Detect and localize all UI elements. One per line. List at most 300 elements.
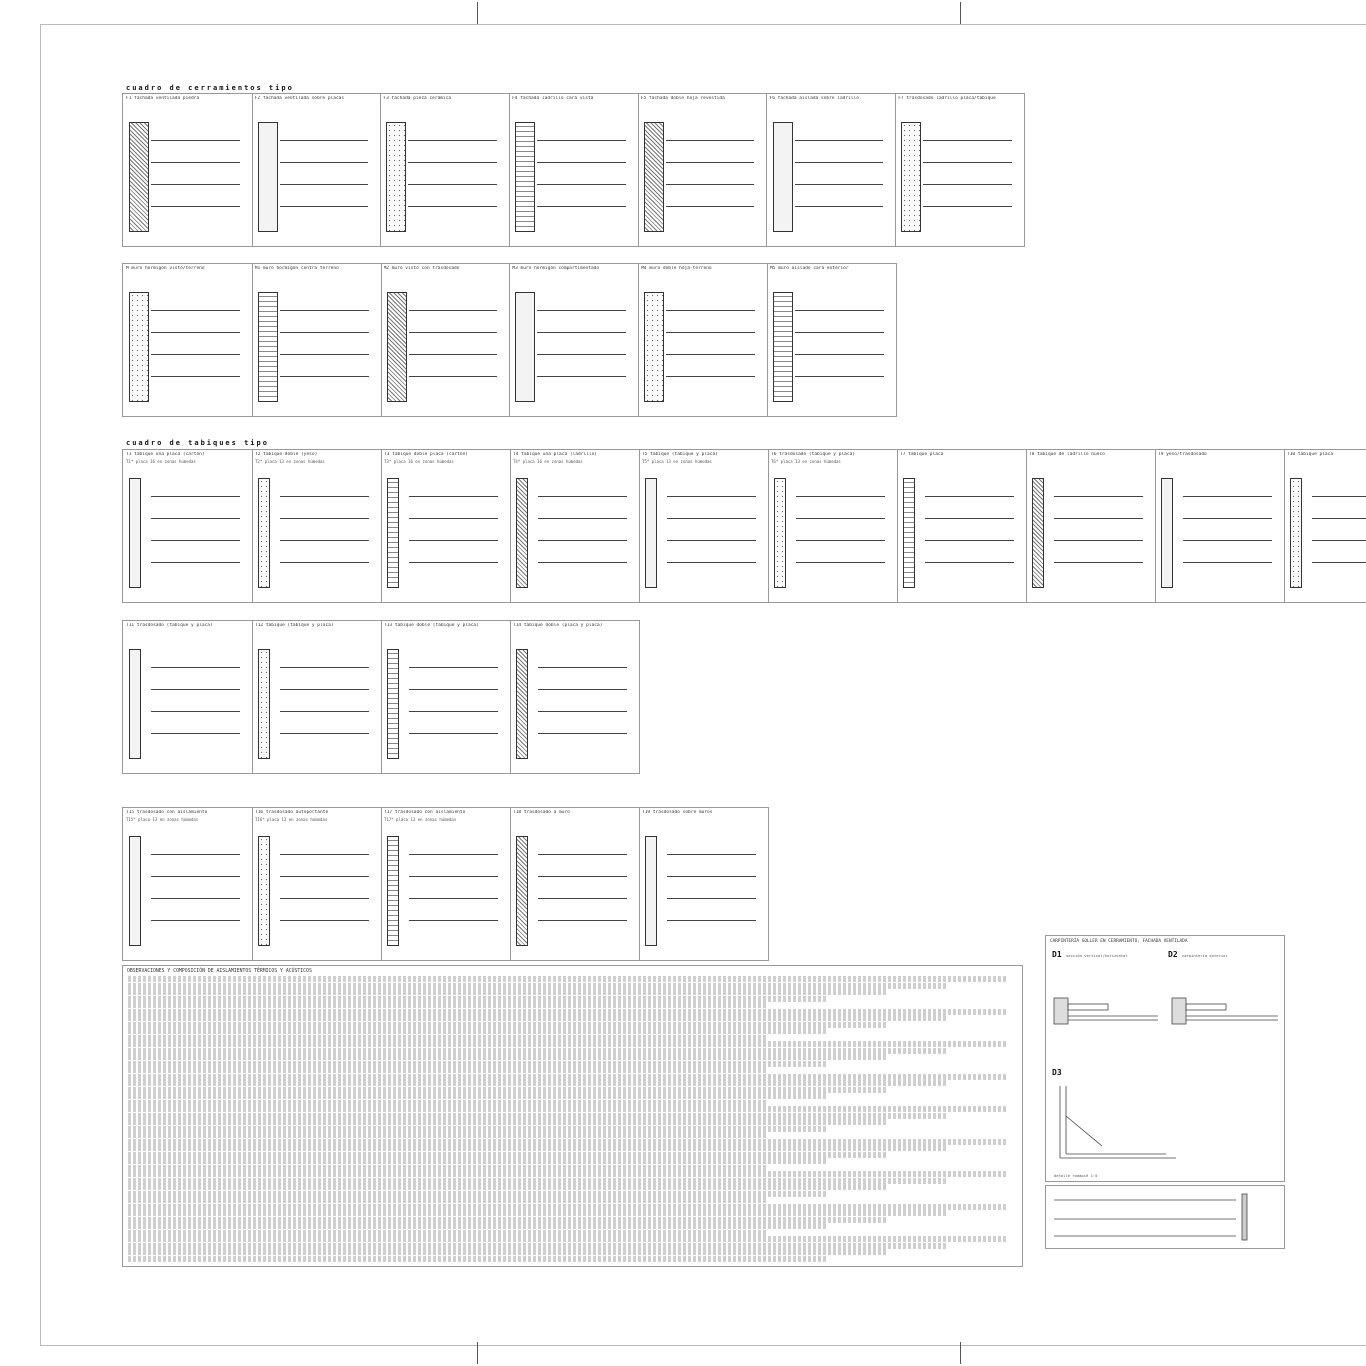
annotation-leader-line: [280, 206, 369, 207]
annotation-leader-line: [666, 184, 755, 185]
sheet-tick-mark: [960, 1342, 961, 1364]
annotation-leader-line: [538, 689, 627, 690]
wall-type-title: T18 trasdosado a muro: [513, 810, 570, 815]
detail-d2-label: D2: [1168, 950, 1178, 959]
notes-text-line: [123, 1113, 951, 1119]
wall-type-cell: [639, 808, 768, 960]
annotation-leader-line: [151, 162, 240, 163]
wall-section-hatch: [258, 292, 278, 402]
annotation-leader-line: [538, 854, 627, 855]
annotation-leader-line: [151, 667, 240, 668]
notes-text-line: [123, 1191, 831, 1197]
notes-text-line: [123, 1074, 1011, 1080]
wall-section-hatch: [774, 478, 786, 588]
notes-text-line: [123, 1217, 891, 1223]
annotation-leader-line: [408, 140, 497, 141]
annotation-leader-line: [151, 518, 240, 519]
annotation-leader-line: [409, 354, 498, 355]
annotation-leader-line: [925, 540, 1014, 541]
annotation-leader-line: [666, 162, 755, 163]
annotation-leader-line: [1312, 518, 1366, 519]
wall-section-hatch: [516, 649, 528, 759]
annotation-leader-line: [280, 854, 369, 855]
wall-type-cell: [381, 264, 511, 416]
annotation-leader-line: [280, 354, 369, 355]
notes-text-line: [123, 1126, 831, 1132]
notes-text-line: [123, 1152, 891, 1158]
annotation-leader-line: [280, 689, 369, 690]
annotation-leader-line: [151, 733, 240, 734]
annotation-leader-line: [667, 540, 756, 541]
wall-type-title: M2 muro visto con trasdosado: [383, 266, 460, 271]
annotation-leader-line: [409, 689, 498, 690]
annotation-leader-line: [409, 733, 498, 734]
annotation-leader-line: [537, 206, 626, 207]
wall-type-title: T15 trasdosado con aislamiento: [126, 810, 208, 815]
annotation-leader-line: [538, 733, 627, 734]
detail-footer: detalle rodapié 1:5: [1054, 1173, 1098, 1178]
annotation-leader-line: [151, 354, 240, 355]
notes-text-line: [123, 1178, 951, 1184]
annotation-leader-line: [280, 496, 369, 497]
annotation-leader-line: [151, 540, 240, 541]
wall-section-hatch: [387, 292, 407, 402]
wall-type-title: T16 trasdosado autoportante: [255, 810, 329, 815]
notes-text-line: [123, 1223, 831, 1229]
annotation-leader-line: [925, 518, 1014, 519]
annotation-leader-line: [667, 876, 756, 877]
wall-type-title: T4 tabique una placa (ladrillo): [513, 452, 597, 457]
annotation-leader-line: [280, 733, 369, 734]
notes-text-line: [123, 1093, 831, 1099]
annotation-leader-line: [408, 206, 497, 207]
annotation-leader-line: [1183, 496, 1272, 497]
notes-text-line: [123, 996, 831, 1002]
wall-type-subtitle: T17* placa 13 en zonas húmedas: [384, 817, 457, 822]
wall-type-title: T5 tabique (tabique y placa): [642, 452, 718, 457]
annotation-leader-line: [795, 310, 884, 311]
wall-type-title: T12 tabique (tabique y placa): [255, 623, 334, 628]
wall-section-hatch: [387, 836, 399, 946]
annotation-leader-line: [151, 854, 240, 855]
annotation-leader-line: [537, 332, 626, 333]
wall-type-title: F1 fachada ventilada piedra: [126, 96, 200, 101]
annotation-leader-line: [409, 496, 498, 497]
annotation-leader-line: [280, 162, 369, 163]
tabiques-row-3: [122, 807, 769, 961]
annotation-leader-line: [151, 876, 240, 877]
annotation-leader-line: [409, 667, 498, 668]
wall-section-hatch: [515, 122, 535, 232]
annotation-leader-line: [538, 667, 627, 668]
wall-type-cell: [510, 808, 640, 960]
annotation-leader-line: [538, 518, 627, 519]
wall-type-cell: [381, 808, 511, 960]
rodapie-detail-box: [1045, 1185, 1285, 1249]
annotation-leader-line: [795, 140, 884, 141]
wall-section-hatch: [903, 478, 915, 588]
annotation-leader-line: [667, 898, 756, 899]
notes-text-line: [123, 1249, 891, 1255]
wall-type-title: M1 muro hormigón contra terreno: [254, 266, 339, 271]
notes-text-line: [123, 1165, 771, 1171]
annotation-leader-line: [409, 898, 498, 899]
wall-type-cell: [895, 94, 1024, 246]
wall-type-title: T8 tabique de ladrillo hueco: [1029, 452, 1105, 457]
annotation-leader-line: [667, 496, 756, 497]
notes-text-line: [123, 1204, 1011, 1210]
notes-text-line: [123, 1139, 1011, 1145]
annotation-leader-line: [538, 496, 627, 497]
notes-text-line: [123, 1158, 831, 1164]
wall-section-hatch: [773, 292, 793, 402]
wall-type-subtitle: T2* placa 13 en zonas húmedas: [255, 459, 325, 464]
wall-type-cell: [123, 621, 253, 773]
wall-type-cell: [252, 94, 382, 246]
wall-type-title: T7 tabique placa: [900, 452, 944, 457]
annotation-leader-line: [280, 332, 369, 333]
notes-text-line: [123, 1035, 771, 1041]
wall-section-hatch: [1161, 478, 1173, 588]
wall-section-hatch: [516, 478, 528, 588]
annotation-leader-line: [1312, 562, 1366, 563]
annotation-leader-line: [151, 206, 240, 207]
wall-type-cell: [510, 450, 640, 602]
wall-type-cell: [380, 94, 510, 246]
annotation-leader-line: [151, 332, 240, 333]
annotation-leader-line: [280, 310, 369, 311]
annotation-leader-line: [151, 184, 240, 185]
wall-type-subtitle: T16* placa 13 en zonas húmedas: [255, 817, 328, 822]
wall-section-hatch: [644, 292, 664, 402]
wall-type-subtitle: T5* placa 13 en zonas húmedas: [642, 459, 712, 464]
annotation-leader-line: [280, 140, 369, 141]
sheet-tick-mark: [960, 2, 961, 24]
wall-type-cell: [381, 621, 511, 773]
wall-type-title: M muro hormigón visto/terreno: [126, 266, 205, 271]
wall-type-title: T14 tabique doble (placa y placa): [513, 623, 603, 628]
notes-text-line: [123, 1009, 1011, 1015]
notes-text-line: [123, 1087, 891, 1093]
wall-type-title: M5 muro aislado cara exterior: [770, 266, 849, 271]
notes-text-line: [123, 1197, 771, 1203]
annotation-leader-line: [280, 920, 369, 921]
annotation-leader-line: [1183, 540, 1272, 541]
notes-text-line: [123, 1100, 771, 1106]
annotation-leader-line: [1054, 518, 1143, 519]
annotation-leader-line: [796, 562, 885, 563]
notes-text-line: [123, 1236, 1011, 1242]
wall-type-subtitle: T1* placa 16 en zonas húmedas: [126, 459, 196, 464]
wall-type-cell: [123, 94, 253, 246]
wall-section-hatch: [1290, 478, 1302, 588]
annotation-leader-line: [280, 876, 369, 877]
annotation-leader-line: [408, 162, 497, 163]
wall-section-hatch: [258, 478, 270, 588]
wall-type-cell: [252, 621, 382, 773]
notes-text-line: [123, 1048, 951, 1054]
annotation-leader-line: [537, 140, 626, 141]
notes-text-line: [123, 1015, 951, 1021]
wall-type-cell: [767, 94, 897, 246]
wall-type-title: F3 fachada pieza cerámica: [383, 96, 452, 101]
annotation-leader-line: [409, 711, 498, 712]
detail-d1-label: D1: [1052, 950, 1062, 959]
wall-type-cell: [252, 450, 382, 602]
wall-type-title: T1 tabique una placa (cartón): [126, 452, 205, 457]
wall-type-cell: [639, 450, 769, 602]
wall-type-title: M3 muro hormigón compartimentado: [512, 266, 600, 271]
wall-section-hatch: [644, 122, 664, 232]
wall-type-title: T2 tabique doble (yeso): [255, 452, 318, 457]
annotation-leader-line: [796, 518, 885, 519]
wall-section-hatch: [387, 649, 399, 759]
annotation-leader-line: [409, 854, 498, 855]
wall-type-title: T19 trasdosado sobre muros: [642, 810, 713, 815]
detail-d1-caption: sección vertical/horizontal: [1066, 953, 1128, 958]
wall-section-hatch: [129, 292, 149, 402]
annotation-leader-line: [667, 854, 756, 855]
annotation-leader-line: [923, 184, 1012, 185]
annotation-leader-line: [409, 562, 498, 563]
annotation-leader-line: [151, 920, 240, 921]
annotation-leader-line: [409, 310, 498, 311]
notes-text-line: [123, 976, 1011, 982]
annotation-leader-line: [795, 162, 884, 163]
annotation-leader-line: [795, 354, 884, 355]
notes-text-line: [123, 983, 951, 989]
wall-type-title: M4 muro doble hoja-terreno: [641, 266, 712, 271]
annotation-leader-line: [409, 332, 498, 333]
annotation-leader-line: [925, 496, 1014, 497]
notes-text-line: [123, 1230, 771, 1236]
wall-section-hatch: [773, 122, 793, 232]
wall-section-hatch: [387, 478, 399, 588]
annotation-leader-line: [667, 518, 756, 519]
wall-type-title: T13 tabique doble (tabique y placa): [384, 623, 479, 628]
wall-section-hatch: [645, 478, 657, 588]
wall-type-title: T3 tabique doble placa (cartón): [384, 452, 468, 457]
annotation-leader-line: [795, 206, 884, 207]
wall-type-title: T17 trasdosado con aislamiento: [384, 810, 466, 815]
annotation-leader-line: [409, 920, 498, 921]
wall-section-hatch: [258, 122, 278, 232]
wall-section-hatch: [129, 649, 141, 759]
annotation-leader-line: [151, 562, 240, 563]
cerramientos-row-1: [122, 93, 1025, 247]
annotation-leader-line: [796, 496, 885, 497]
notes-text-line: [123, 1171, 1011, 1177]
annotation-leader-line: [151, 310, 240, 311]
annotation-leader-line: [537, 184, 626, 185]
wall-type-cell: [768, 450, 898, 602]
wall-type-cell: [123, 264, 253, 416]
cerramientos-section-title: cuadro de cerramientos tipo: [126, 84, 294, 92]
annotation-leader-line: [666, 140, 755, 141]
wall-section-hatch: [129, 478, 141, 588]
wall-type-cell: [252, 808, 382, 960]
notes-text-line: [123, 1145, 951, 1151]
annotation-leader-line: [280, 667, 369, 668]
notes-text-line: [123, 1041, 1011, 1047]
wall-section-hatch: [515, 292, 535, 402]
wall-type-cell: [1026, 450, 1156, 602]
notes-text-line: [123, 1067, 771, 1073]
detail-d2-caption: carpintería exterior: [1182, 953, 1228, 958]
annotation-leader-line: [538, 562, 627, 563]
wall-type-subtitle: T15* placa 13 en zonas húmedas: [126, 817, 199, 822]
wall-type-cell: [1284, 450, 1366, 602]
notes-text-line: [123, 1184, 891, 1190]
notes-text-line: [123, 989, 891, 995]
annotation-leader-line: [280, 562, 369, 563]
annotation-leader-line: [923, 140, 1012, 141]
annotation-leader-line: [923, 206, 1012, 207]
annotation-leader-line: [666, 310, 755, 311]
wall-type-cell: [510, 621, 639, 773]
wall-section-hatch: [129, 122, 149, 232]
detail-drawing: [1046, 936, 1284, 1181]
notes-heading: OBSERVACIONES Y COMPOSICIÓN DE AISLAMIENTOS TÉRMICOS Y ACÚSTICOS: [127, 969, 312, 974]
sheet-tick-mark: [477, 2, 478, 24]
annotation-leader-line: [795, 332, 884, 333]
annotation-leader-line: [280, 518, 369, 519]
annotation-leader-line: [538, 711, 627, 712]
wall-type-title: T11 trasdosado (tabique y placa): [126, 623, 213, 628]
annotation-leader-line: [409, 376, 498, 377]
annotation-leader-line: [1054, 562, 1143, 563]
annotation-leader-line: [1183, 562, 1272, 563]
annotation-leader-line: [1183, 518, 1272, 519]
notes-text-line: [123, 1061, 831, 1067]
annotation-leader-line: [151, 898, 240, 899]
annotation-leader-line: [409, 540, 498, 541]
wall-type-cell: [252, 264, 382, 416]
detail-heading: CARPINTERÍA GOLLER EN CERRAMIENTO, FACHADA VENTILADA: [1050, 939, 1188, 944]
annotation-leader-line: [151, 376, 240, 377]
annotation-leader-line: [666, 206, 755, 207]
annotation-leader-line: [538, 898, 627, 899]
annotation-leader-line: [151, 689, 240, 690]
annotation-leader-line: [925, 562, 1014, 563]
annotation-leader-line: [537, 162, 626, 163]
annotation-leader-line: [667, 920, 756, 921]
wall-type-cell: [1155, 450, 1285, 602]
wall-type-cell: [638, 94, 768, 246]
annotation-leader-line: [1312, 496, 1366, 497]
sheet-tick-mark: [477, 1342, 478, 1364]
wall-type-title: F7 trasdosado ladrillo placa/tabique: [898, 96, 996, 101]
wall-type-cell: [381, 450, 511, 602]
wall-type-cell: [638, 264, 768, 416]
annotation-leader-line: [409, 876, 498, 877]
annotation-leader-line: [537, 376, 626, 377]
annotation-leader-line: [1054, 540, 1143, 541]
annotation-leader-line: [280, 711, 369, 712]
wall-section-hatch: [258, 836, 270, 946]
annotation-leader-line: [151, 711, 240, 712]
annotation-leader-line: [280, 376, 369, 377]
wall-type-cell: [767, 264, 896, 416]
wall-type-title: F5 fachada doble hoja revestida: [640, 96, 725, 101]
wall-type-title: T10 tabique placa: [1287, 452, 1334, 457]
notes-text-line: [123, 1028, 831, 1034]
wall-type-cell: [509, 264, 639, 416]
notes-text-line: [123, 1256, 831, 1262]
annotation-leader-line: [408, 184, 497, 185]
tabiques-row-1: [122, 449, 1366, 603]
wall-type-title: T6 trasdosado (tabique y placa): [771, 452, 855, 457]
observaciones-notes-box: [122, 965, 1023, 1267]
tabiques-row-2: [122, 620, 640, 774]
wall-section-hatch: [129, 836, 141, 946]
annotation-leader-line: [538, 920, 627, 921]
annotation-leader-line: [923, 162, 1012, 163]
notes-text-line: [123, 1080, 951, 1086]
tabiques-section-title: cuadro de tabiques tipo: [126, 439, 269, 447]
notes-text-line: [123, 1210, 951, 1216]
annotation-leader-line: [1312, 540, 1366, 541]
notes-text-line: [123, 1132, 771, 1138]
carpinteria-detail-box: [1045, 935, 1285, 1182]
wall-type-cell: [123, 808, 253, 960]
annotation-leader-line: [537, 310, 626, 311]
wall-section-hatch: [901, 122, 921, 232]
annotation-leader-line: [280, 184, 369, 185]
wall-type-subtitle: T6* placa 13 en zonas húmedas: [771, 459, 841, 464]
annotation-leader-line: [280, 898, 369, 899]
annotation-leader-line: [666, 376, 755, 377]
annotation-leader-line: [1054, 496, 1143, 497]
cerramientos-row-2: [122, 263, 897, 417]
wall-section-hatch: [1032, 478, 1044, 588]
notes-text-line: [123, 1243, 951, 1249]
wall-section-hatch: [258, 649, 270, 759]
wall-type-subtitle: T3* placa 16 en zonas húmedas: [384, 459, 454, 464]
rodapie-drawing: [1046, 1186, 1284, 1248]
wall-type-title: F6 fachada aislada sobre ladrillo: [769, 96, 859, 101]
annotation-leader-line: [537, 354, 626, 355]
notes-text-line: [123, 1054, 891, 1060]
annotation-leader-line: [795, 376, 884, 377]
annotation-leader-line: [151, 140, 240, 141]
notes-text-line: [123, 1002, 771, 1008]
wall-type-cell: [123, 450, 253, 602]
annotation-leader-line: [280, 540, 369, 541]
wall-type-cell: [897, 450, 1027, 602]
annotation-leader-line: [795, 184, 884, 185]
detail-d3-label: D3: [1052, 1068, 1062, 1077]
notes-text-line: [123, 1022, 891, 1028]
wall-type-title: F4 fachada ladrillo cara vista: [512, 96, 594, 101]
annotation-leader-line: [409, 518, 498, 519]
notes-text-line: [123, 1106, 1011, 1112]
annotation-leader-line: [796, 540, 885, 541]
wall-section-hatch: [386, 122, 406, 232]
wall-section-hatch: [645, 836, 657, 946]
annotation-leader-line: [666, 332, 755, 333]
annotation-leader-line: [667, 562, 756, 563]
wall-section-hatch: [516, 836, 528, 946]
wall-type-cell: [509, 94, 639, 246]
notes-text-line: [123, 1119, 891, 1125]
wall-type-subtitle: T4* placa 16 en zonas húmedas: [513, 459, 583, 464]
annotation-leader-line: [538, 540, 627, 541]
wall-type-title: T9 yeso/trasdosado: [1158, 452, 1207, 457]
annotation-leader-line: [151, 496, 240, 497]
wall-type-title: F2 fachada ventilada sobre placas: [254, 96, 345, 101]
annotation-leader-line: [666, 354, 755, 355]
